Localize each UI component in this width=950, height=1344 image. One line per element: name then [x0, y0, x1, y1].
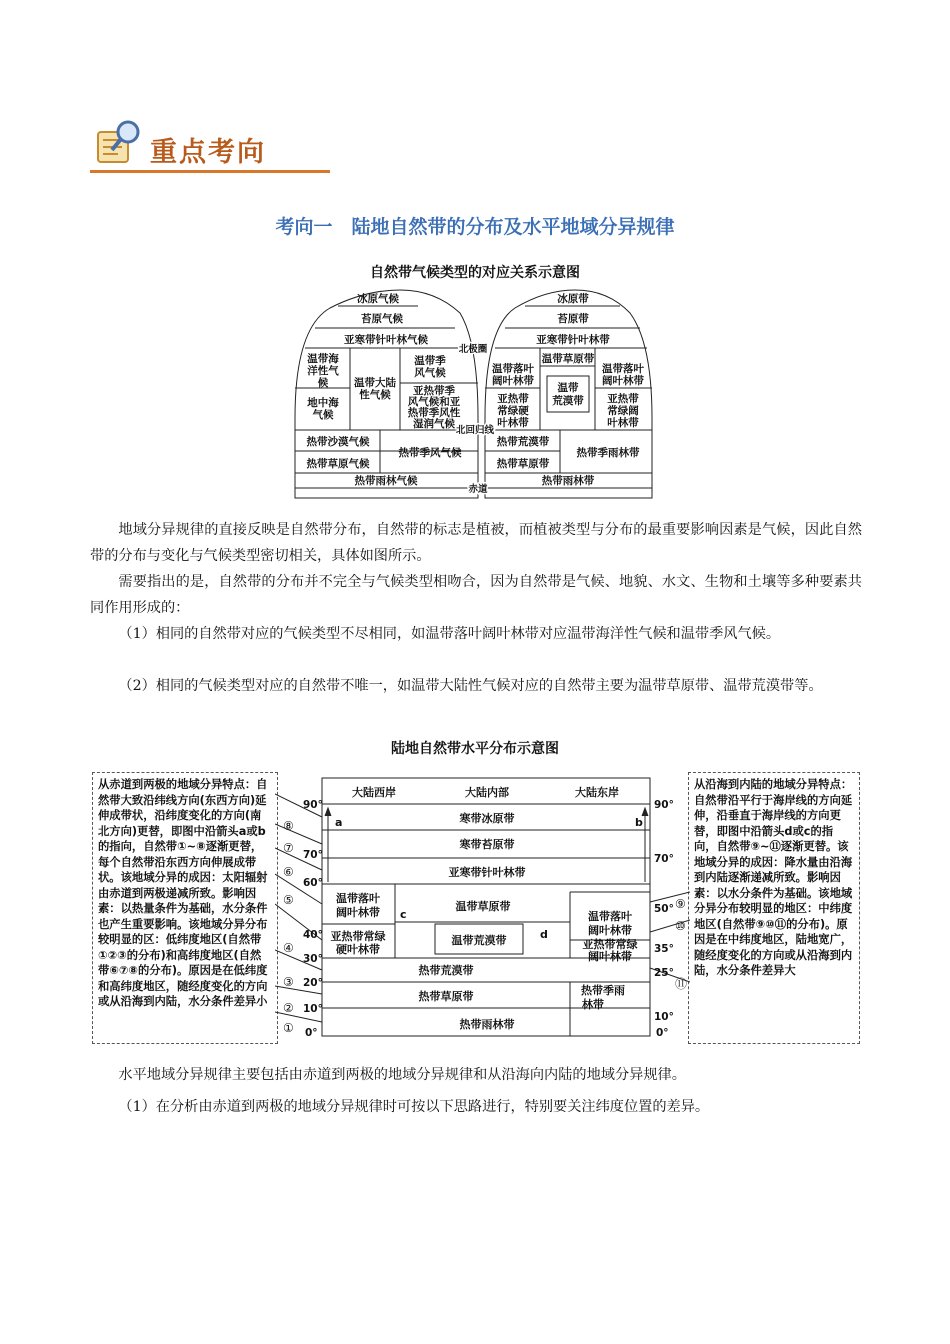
zone2-monsoon-1: 热带季雨 [581, 984, 625, 997]
arrow-a: a [335, 816, 343, 829]
climate-subtrop-3: 热带季风性 [407, 407, 461, 419]
lat-right-90: 90° [654, 799, 674, 811]
zone-temp-desert-1: 温带 [557, 382, 579, 394]
zone2-sub-e-1: 亚热带常绿 [582, 938, 638, 951]
header-title: 重点考向 [150, 137, 266, 168]
zone-temp-desert-2: 荒漠带 [552, 395, 584, 407]
lat-left-90: 90° [303, 799, 323, 811]
lat-left-70: 70° [303, 849, 323, 861]
circled-4: ④ [283, 941, 294, 955]
zone2-rainforest: 热带雨林带 [459, 1018, 515, 1031]
lat-left-20: 20° [303, 977, 323, 989]
zone2-sub-w-2: 硬叶林带 [336, 943, 380, 956]
zone-subtrop-ever-3: 叶林带 [607, 417, 639, 429]
arrow-b: b [635, 816, 643, 829]
label-arctic: 北极圈 [458, 344, 488, 355]
col-west: 大陆西岸 [352, 786, 396, 799]
zone-ice: 冰原带 [557, 293, 589, 305]
zone-subtrop-ever-2: 常绿阔 [607, 405, 639, 417]
paragraph-1: 地域分异规律的直接反映是自然带分布，自然带的标志是植被，而植被类型与分布的最重要影响因素是气候，因此自然带的分布与变化与气候类型密切相关，具体如图所示。 [90, 522, 862, 564]
circled-10: ⑩ [675, 919, 686, 933]
zone-subtrop-scl-3: 叶林带 [497, 417, 529, 429]
zone2-taiga: 亚寒带针叶林带 [448, 866, 526, 879]
circled-7: ⑦ [283, 841, 294, 855]
climate-temp-ocean-2: 洋性气 [307, 365, 339, 377]
climate-tundra: 苔原气候 [361, 313, 403, 325]
lat-right-10: 10° [654, 1011, 674, 1023]
zone-temp-grass: 温带草原带 [541, 353, 595, 365]
zone-taiga: 亚寒带针叶林带 [536, 334, 610, 346]
climate-taiga: 亚寒带针叶林气候 [344, 334, 428, 346]
zone-trop-monsoon: 热带季雨林带 [576, 447, 640, 459]
climate-trop-monsoon: 热带季风气候 [398, 447, 462, 459]
right-note: 从沿海到内陆的地域分异特点：自然带沿平行于海岸线的方向延伸，沿垂直于海岸线的方向更替，即图中沿箭头d或c的指向，自然带⑨~⑪逐渐更替。该地域分异的成因：降水量由沿海到内陆逐渐递减所致。影响因素：以水分条件为基础。该地域分异分布较明显的地区：中纬度地区(自然带⑨⑩⑪的分布)。原因是在中纬度地区，陆地宽广，随经度变化的方向或从沿海到内陆，水分条件差异大 [688, 772, 860, 1044]
left-note: 从赤道到两极的地域分异特点：自然带大致沿纬线方向(东西方向)延伸成带状，沿纬度变化的方向(南北方向)更替，即图中沿箭头a或b的指向，自然带①~⑧逐渐更替，每个自然带沿东西方向伸展成带状。该地域分异的成因：太阳辐射由赤道到两极递减所致。影响因素：以热量条件为基础，水分条件也产生重要影响。该地域分异分布较明显的区：低纬度地区(自然带①②③的分布)和高纬度地区(自然带⑥⑦⑧的分布)。原因是在低纬度和高纬度地区，随经度变化的方向或从沿海到内陆，水分条件差异小 [92, 772, 278, 1044]
zone-subtrop-scl-2: 常绿硬 [497, 405, 529, 417]
lat-right-35: 35° [654, 943, 674, 955]
zone-savanna: 热带草原带 [496, 458, 550, 470]
climate-temp-ocean-3: 候 [317, 377, 329, 389]
zone2-monsoon-2: 林带 [582, 998, 604, 1011]
col-east: 大陆东岸 [575, 786, 619, 799]
paragraph-5: 水平地域分异规律主要包括由赤道到两极的地域分异规律和从沿海向内陆的地域分异规律。 [118, 1067, 686, 1083]
figure1-diagram [290, 288, 660, 502]
col-inner: 大陆内部 [465, 786, 509, 799]
zone-trop-desert: 热带荒漠带 [496, 436, 550, 448]
section-title: 考向一 陆地自然带的分布及水平地域分异规律 [275, 216, 675, 238]
arrow-c: c [400, 908, 407, 921]
zone2-sub-w-1: 亚热带常绿 [330, 930, 386, 943]
lat-right-25: 25° [654, 967, 674, 979]
circled-1: ① [283, 1021, 294, 1035]
zone2-trop-desert: 热带荒漠带 [418, 964, 474, 977]
paragraph-6: （1）在分析由赤道到两极的地域分异规律时可按以下思路进行，特别要关注纬度位置的差异。 [118, 1099, 710, 1115]
zone2-tundra: 寒带苔原带 [459, 838, 515, 851]
figure1-title: 自然带气候类型的对应关系示意图 [370, 265, 580, 281]
climate-temp-cont-1: 温带大陆 [354, 377, 396, 389]
zone-rainforest: 热带雨林带 [541, 475, 595, 487]
lat-right-50: 50° [654, 903, 674, 915]
circled-11: ⑪ [675, 977, 688, 991]
zone2-sub-e-2: 阔叶林带 [588, 950, 632, 963]
circled-2: ② [283, 1001, 294, 1015]
circled-6: ⑥ [283, 865, 294, 879]
zone-temp-dec-l2: 阔叶林带 [492, 375, 534, 387]
climate-temp-cont-2: 性气候 [359, 389, 391, 401]
header-divider [90, 170, 330, 173]
climate-temp-ocean-1: 温带海 [307, 353, 339, 365]
zone2-dec-e-1: 温带落叶 [588, 910, 632, 923]
climate-ice: 冰原气候 [357, 293, 399, 305]
climate-desert: 热带沙漠气候 [306, 436, 370, 448]
circled-3: ③ [283, 975, 294, 989]
climate-savanna: 热带草原气候 [306, 458, 370, 470]
circled-9: ⑨ [675, 897, 686, 911]
figure2-diagram [275, 772, 690, 1046]
zone2-dec-w-2: 阔叶林带 [336, 906, 380, 919]
zone-subtrop-ever-1: 亚热带 [607, 393, 639, 405]
climate-subtrop-1: 亚热带季 [413, 385, 455, 397]
climate-subtrop-4: 湿润气候 [413, 418, 455, 430]
zone-subtrop-scl-1: 亚热带 [497, 393, 529, 405]
zone-tundra: 苔原带 [557, 313, 589, 325]
label-tropic: 北回归线 [455, 425, 495, 436]
lat-left-60: 60° [303, 877, 323, 889]
zone2-desert-t: 温带荒漠带 [451, 934, 507, 947]
arrow-d: d [540, 928, 548, 941]
figure2-title: 陆地自然带水平分布示意图 [391, 741, 559, 757]
circled-8: ⑧ [283, 819, 294, 833]
circled-5: ⑤ [283, 893, 294, 907]
paragraph-4: （2）相同的气候类型对应的自然带不唯一，如温带大陆性气候对应的自然带主要为温带草原带、温带荒漠带等。 [118, 678, 823, 694]
label-equator: 赤道 [468, 484, 488, 495]
lat-left-10: 10° [303, 1003, 323, 1015]
lat-left-0: 0° [305, 1027, 318, 1039]
climate-med-2: 气候 [312, 409, 334, 421]
lat-left-40: 40° [303, 929, 323, 941]
zone2-dec-w-1: 温带落叶 [336, 892, 380, 905]
climate-rainforest: 热带雨林气候 [354, 475, 418, 487]
zone-temp-dec-l1: 温带落叶 [492, 363, 534, 375]
climate-temp-monsoon-1: 温带季 [414, 355, 446, 367]
climate-subtrop-2: 风气候和亚 [407, 396, 461, 408]
zone-temp-dec-r1: 温带落叶 [602, 363, 644, 375]
zone-temp-dec-r2: 阔叶林带 [602, 375, 644, 387]
paragraph-3: （1）相同的自然带对应的气候类型不尽相同，如温带落叶阔叶林带对应温带海洋性气候和温带季风气候。 [118, 626, 781, 642]
lat-right-70: 70° [654, 853, 674, 865]
climate-med-1: 地中海 [307, 397, 339, 409]
zone2-ice: 寒带冰原带 [459, 812, 515, 825]
lat-right-0: 0° [656, 1027, 669, 1039]
zone2-savanna: 热带草原带 [418, 990, 474, 1003]
climate-temp-monsoon-2: 风气候 [414, 367, 446, 379]
zone2-dec-e-2: 阔叶林带 [588, 924, 632, 937]
zone2-grass: 温带草原带 [455, 900, 511, 913]
header-icon [92, 118, 144, 170]
lat-left-30: 30° [303, 953, 323, 965]
paragraph-2: 需要指出的是，自然带的分布并不完全与气候类型相吻合，因为自然带是气候、地貌、水文、生物和土壤等多种要素共同作用形成的： [90, 574, 862, 616]
